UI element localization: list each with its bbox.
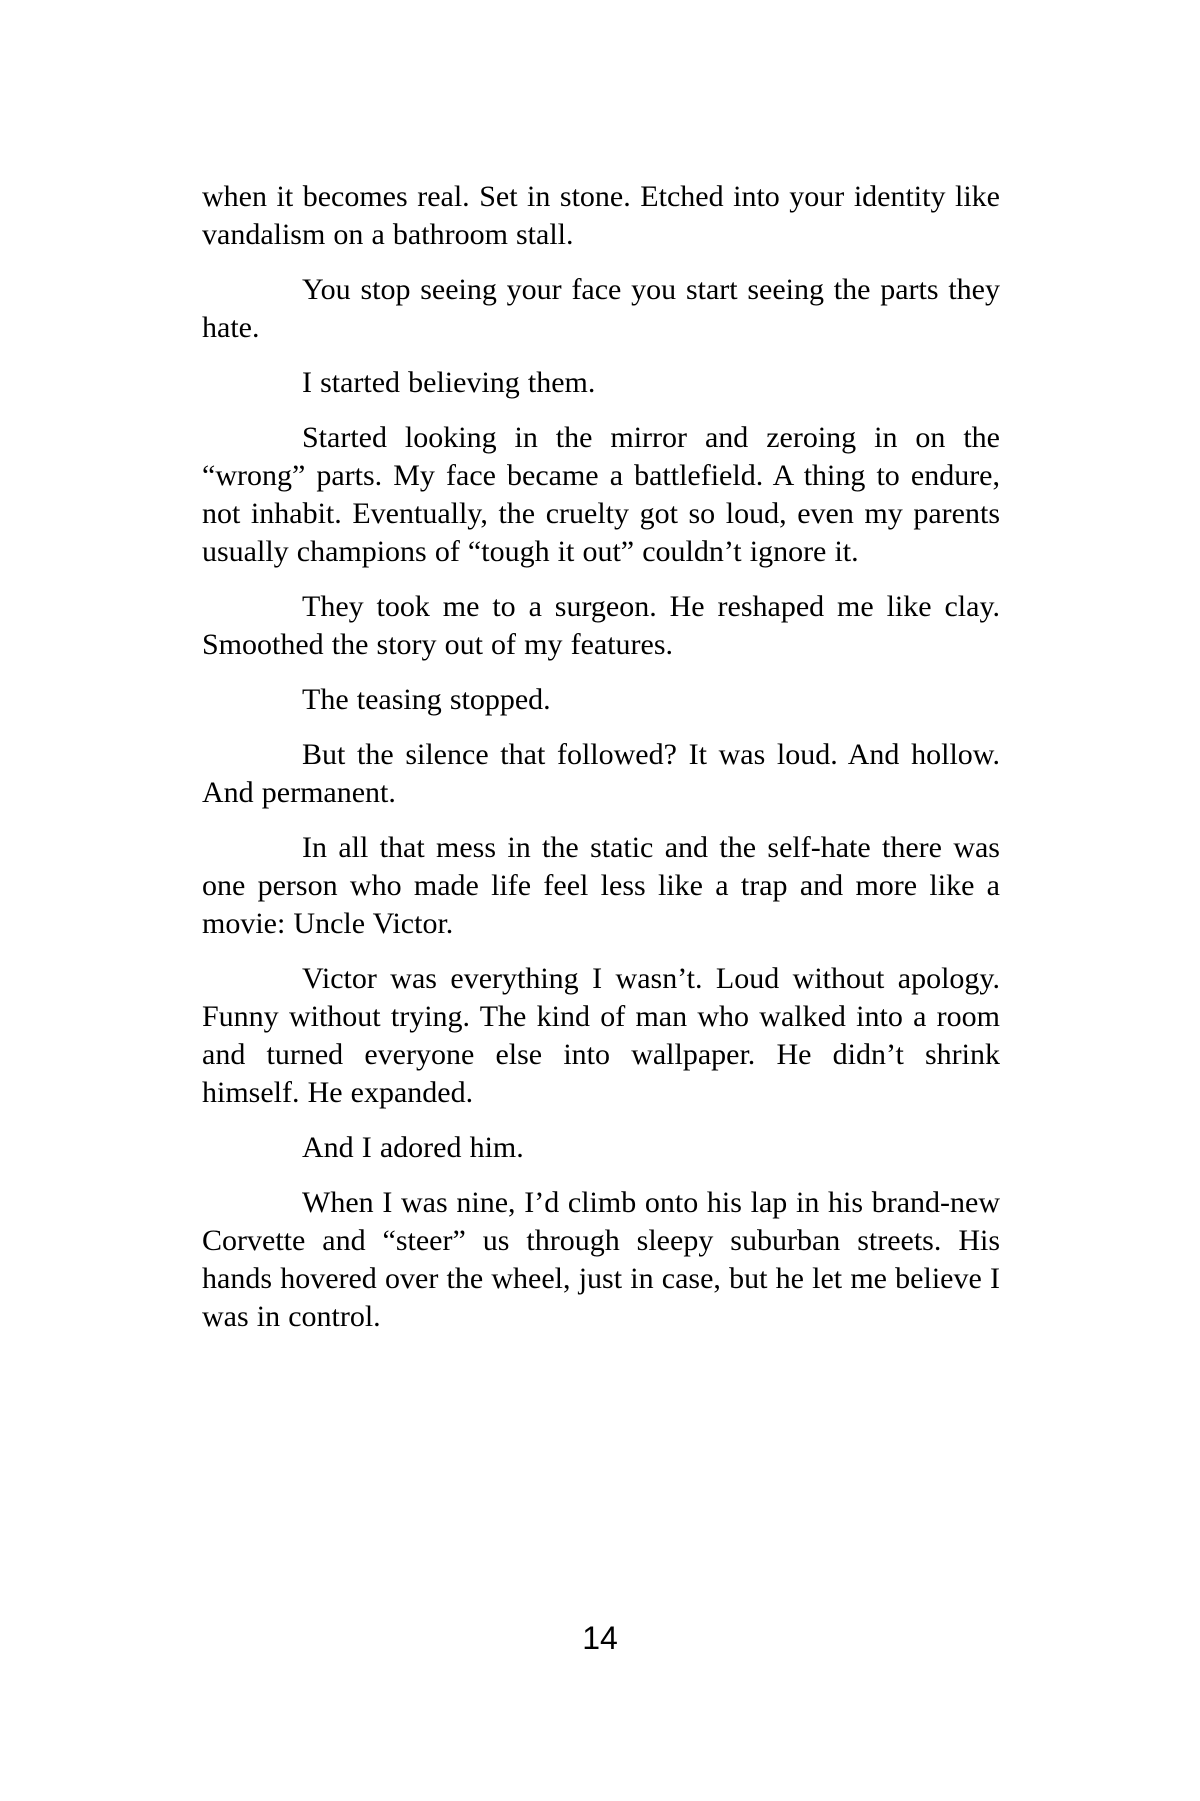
paragraph: I started believing them.	[302, 366, 596, 399]
paragraph: They took me to a surgeon. He reshaped me like clay. Smoothed the story out of my features.	[202, 590, 1000, 661]
paragraph: You stop seeing your face you start seeing the parts they hate.	[202, 273, 1000, 344]
paragraph: The teasing stopped.	[302, 683, 551, 716]
paragraph: Victor was everything I wasn’t. Loud without apology. Funny without trying. The kind of man who walked into a room and turned everyone else into wallpaper. He didn’t shrink himself. He expanded.	[202, 962, 1000, 1109]
paragraph: when it becomes real. Set in stone. Etched into your identity like vandalism on a bathroom stall.	[202, 180, 1000, 251]
page-text	[202, 178, 1000, 1353]
paragraph: When I was nine, I’d climb onto his lap in his brand-new Corvette and “steer” us through sleepy suburban streets. His hands hovered over the wheel, just in case, but he let me believe I was in control.	[202, 1186, 1000, 1333]
paragraph: In all that mess in the static and the self-hate there was one person who made life feel less like a trap and more like a movie: Uncle Victor.	[202, 831, 1000, 940]
page-number: 14	[582, 1620, 618, 1656]
paragraph: And I adored him.	[302, 1131, 524, 1164]
paragraph: Started looking in the mirror and zeroing in on the “wrong” parts. My face became a battlefield. A thing to endure, not inhabit. Eventually, the cruelty got so loud, even my parents usually champions of “tough it out” couldn’t ignore it.	[202, 421, 1000, 568]
paragraph: But the silence that followed? It was loud. And hollow. And permanent.	[202, 738, 1000, 809]
